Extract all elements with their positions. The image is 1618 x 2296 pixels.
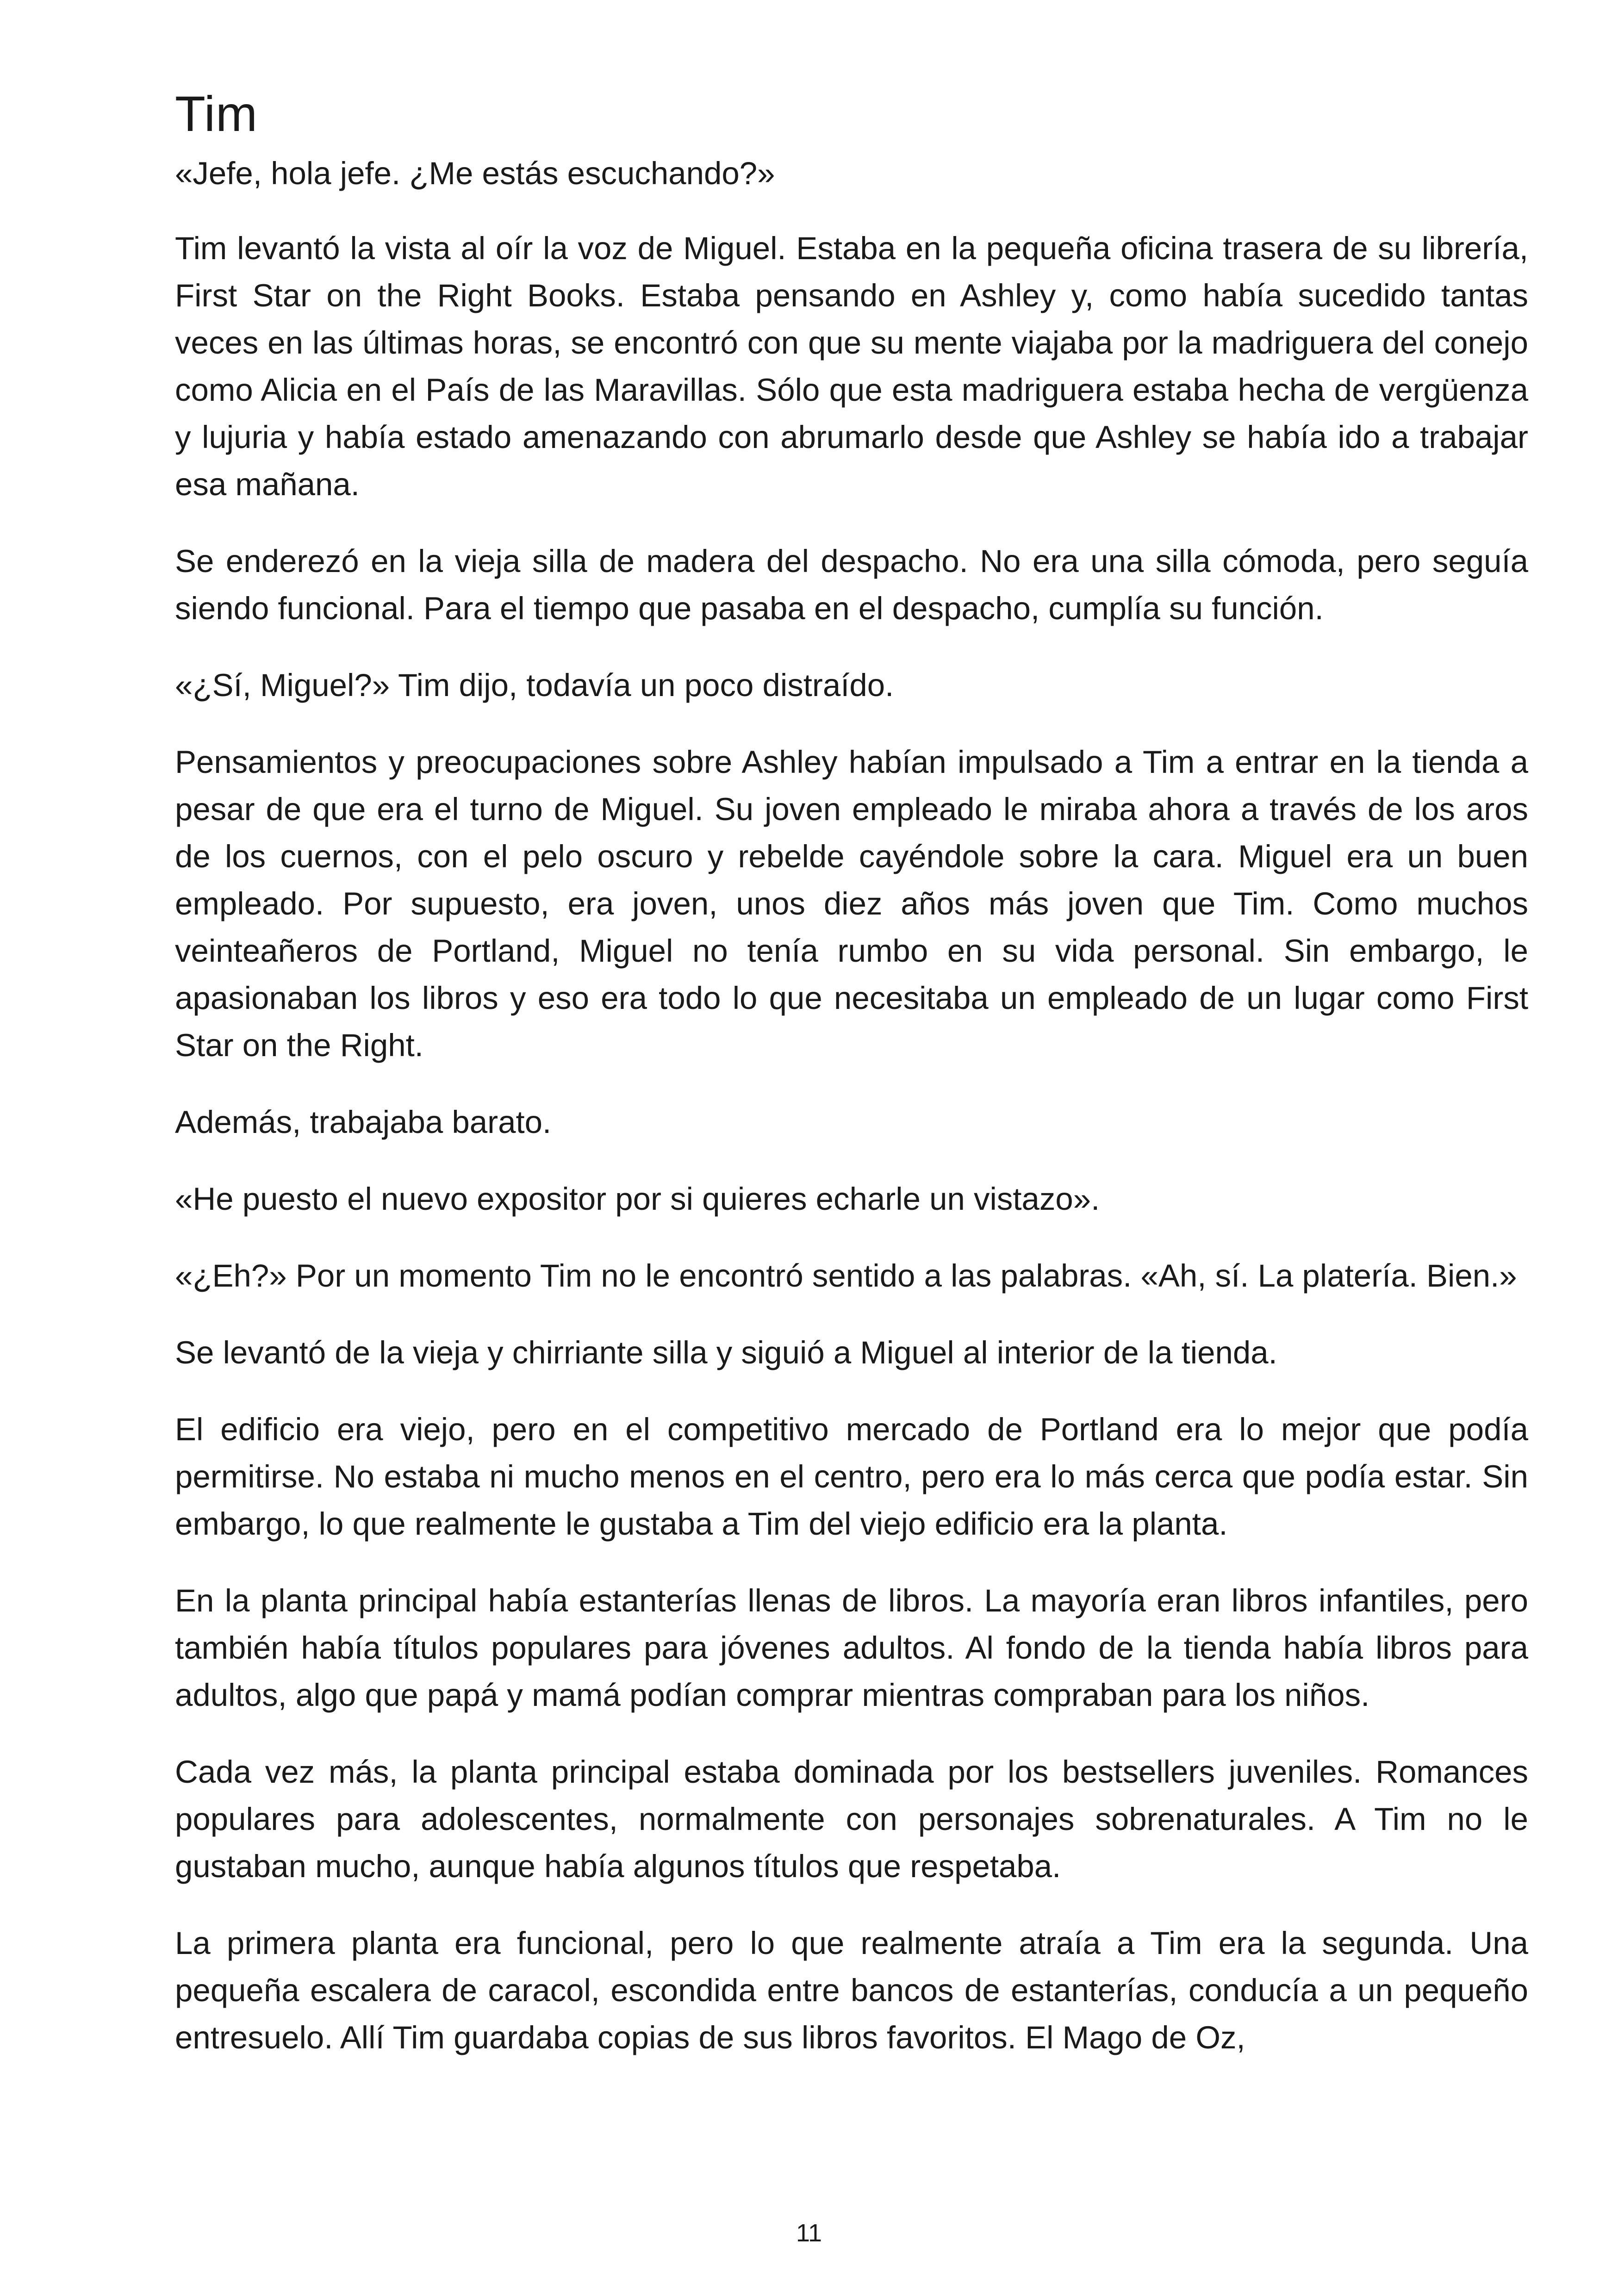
- paragraph-12: Cada vez más, la planta principal estaba dominada por los bestsellers juveniles. Romances populares para adolescentes, normalmente con personajes sobrenaturales. A Tim no le gustaban mucho, aunque había algunos títulos que respetaba.: [175, 1754, 1528, 1884]
- paragraph-6: Además, trabajaba barato.: [175, 1104, 552, 1140]
- paragraph-7: «He puesto el nuevo expositor por si quieres echarle un vistazo».: [175, 1181, 1100, 1217]
- paragraph-2: Tim levantó la vista al oír la voz de Miguel. Estaba en la pequeña oficina trasera de su librería, First Star on the Right Books. Estaba pensando en Ashley y, como había sucedido tantas veces en las últimas horas, se encontró con que su mente viajaba por la madriguera del conejo como Alicia en el País de las Maravillas. Sólo que esta madriguera estaba hecha de vergüenza y lujuria y había estado amenazando con abrumarlo desde que Ashley se había ido a trabajar esa mañana.: [175, 230, 1528, 502]
- paragraph-5: Pensamientos y preocupaciones sobre Ashley habían impulsado a Tim a entrar en la tienda a pesar de que era el turno de Miguel. Su joven empleado le miraba ahora a través de los aros de los cuernos, con el pelo oscuro y rebelde cayéndole sobre la cara. Miguel era un buen empleado. Por supuesto, era joven, unos diez años más joven que Tim. Como muchos veinteañeros de Portland, Miguel no tenía rumbo en su vida personal. Sin embargo, le apasionaban los libros y eso era todo lo que necesitaba un empleado de un lugar como First Star on the Right.: [175, 744, 1528, 1063]
- page-number: 11: [796, 2219, 822, 2247]
- page-content: [175, 82, 1528, 2091]
- paragraph-9: Se levantó de la vieja y chirriante silla y siguió a Miguel al interior de la tienda.: [175, 1335, 1277, 1370]
- paragraph-11: En la planta principal había estanterías llenas de libros. La mayoría eran libros infantiles, pero también había títulos populares para jóvenes adultos. Al fondo de la tienda había libros para adultos, algo que papá y mamá podían comprar mientras compraban para los niños.: [175, 1583, 1528, 1713]
- chapter-title: Tim: [175, 86, 258, 142]
- paragraph-13: La primera planta era funcional, pero lo que realmente atraía a Tim era la segunda. Una pequeña escalera de caracol, escondida entre bancos de estanterías, conducía a un pequeño entresuelo. Allí Tim guardaba copias de sus libros favoritos. El Mago de Oz,: [175, 1925, 1528, 2055]
- paragraph-4: «¿Sí, Miguel?» Tim dijo, todavía un poco distraído.: [175, 667, 894, 703]
- paragraph-8: «¿Eh?» Por un momento Tim no le encontró sentido a las palabras. «Ah, sí. La platería. Bien.»: [175, 1258, 1517, 1294]
- paragraph-10: El edificio era viejo, pero en el competitivo mercado de Portland era lo mejor que podía permitirse. No estaba ni mucho menos en el centro, pero era lo más cerca que podía estar. Sin embargo, lo que realmente le gustaba a Tim del viejo edificio era la planta.: [175, 1412, 1528, 1542]
- paragraph-1: «Jefe, hola jefe. ¿Me estás escuchando?»: [175, 156, 775, 191]
- paragraph-3: Se enderezó en la vieja silla de madera del despacho. No era una silla cómoda, pero seguía siendo funcional. Para el tiempo que pasaba en el despacho, cumplía su función.: [175, 543, 1528, 626]
